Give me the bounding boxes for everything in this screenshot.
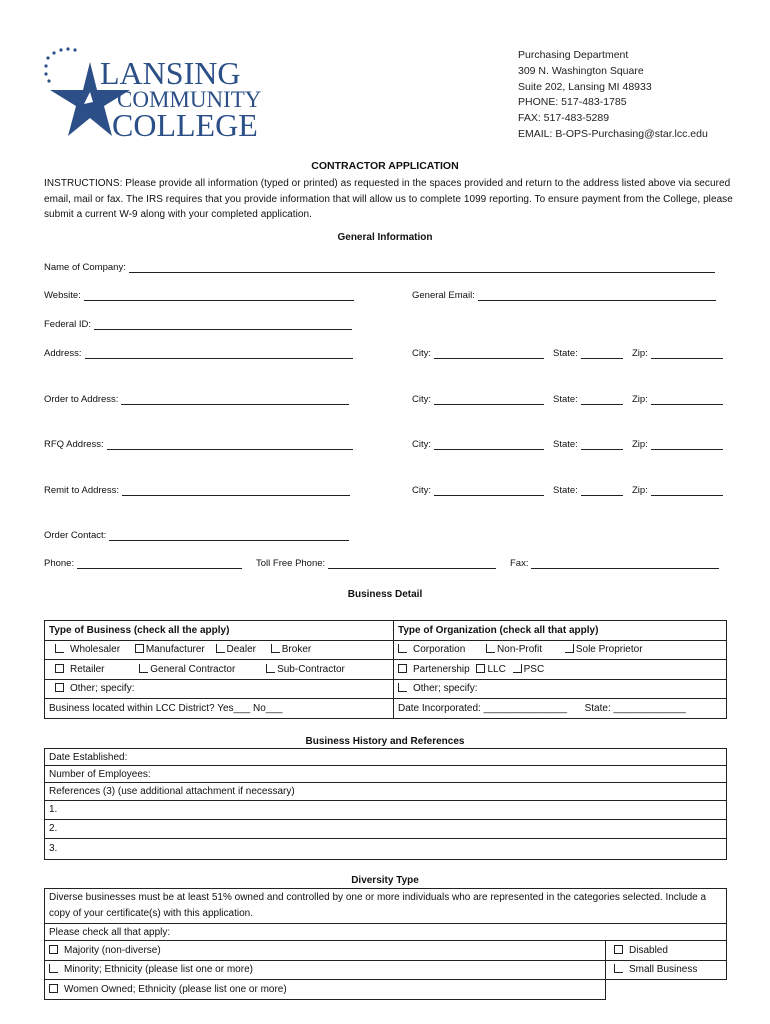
order-state-field[interactable] (553, 394, 623, 405)
partnership-label: Partenership (413, 663, 470, 675)
business-other-label: Other; specify: (70, 683, 135, 695)
business-heading: Business Detail (347, 589, 423, 600)
rfq-state-field[interactable] (553, 439, 623, 450)
non-profit-label: Non-Profit (497, 644, 543, 656)
state-label: State: (553, 348, 578, 359)
logo-line2: COMMUNITY (117, 87, 262, 112)
org-types-row1 (394, 640, 727, 660)
type-of-org-header: Type of Organization (check all that apply) (394, 621, 727, 641)
incorporated-state-field[interactable]: State: _____________ (584, 702, 686, 714)
page-title: CONTRACTOR APPLICATION (311, 160, 459, 172)
date-incorporated-row (394, 699, 727, 719)
employees-field[interactable]: Number of Employees: (45, 766, 727, 783)
disabled-label: Disabled (629, 944, 668, 956)
psc-checkbox[interactable] (513, 664, 522, 673)
diversity-note: Diverse businesses must be at least 51% owned and controlled by one or more individuals who are represented in the categories selected. Include a copy of your certificate(s) with this application. (45, 889, 727, 924)
address-zip-field[interactable] (632, 348, 723, 359)
org-other-label: Other; specify: (413, 683, 478, 695)
women-owned-label: Women Owned; Ethnicity (please list one or more) (64, 983, 287, 995)
federal-id-label: Federal ID: (44, 319, 91, 330)
wholesaler-checkbox[interactable] (55, 644, 64, 653)
rfq-address-field[interactable] (44, 439, 353, 450)
dealer-label: Dealer (226, 644, 256, 656)
disabled-row (606, 941, 727, 961)
website-field[interactable] (44, 290, 354, 301)
order-contact-field[interactable] (44, 530, 349, 541)
empty-cell (606, 980, 727, 1000)
purchasing-address (518, 48, 708, 143)
business-types-row2 (45, 660, 394, 680)
remit-city-field[interactable] (412, 485, 544, 496)
small-business-checkbox[interactable] (614, 964, 623, 973)
state-label: State: (553, 485, 578, 496)
org-types-row2 (394, 660, 727, 680)
broker-label: Broker (281, 644, 312, 656)
state-label: State: (553, 439, 578, 450)
email: EMAIL: B-OPS-Purchasing@star.lcc.edu (518, 127, 708, 140)
date-incorporated-field[interactable]: Date Incorporated: _______________ (398, 702, 568, 714)
retailer-label: Retailer (70, 663, 105, 675)
llc-label: LLC (487, 663, 506, 675)
women-owned-checkbox[interactable] (49, 984, 58, 993)
zip-label: Zip: (632, 439, 648, 450)
toll-free-label: Toll Free Phone: (256, 558, 326, 569)
toll-free-field[interactable] (256, 558, 496, 569)
llc-checkbox[interactable] (476, 664, 485, 673)
city-label: City: (412, 485, 431, 496)
history-heading: Business History and References (305, 736, 465, 747)
general-email-field[interactable] (412, 290, 716, 301)
business-detail-table (44, 620, 727, 719)
minority-label: Minority; Ethnicity (please list one or more) (64, 964, 253, 976)
zip-label: Zip: (632, 394, 648, 405)
sole-proprietor-checkbox[interactable] (565, 644, 574, 653)
majority-label: Majority (non-diverse) (64, 944, 161, 956)
rfq-zip-field[interactable] (632, 439, 723, 450)
org-other-row (394, 679, 727, 699)
city-label: City: (412, 439, 431, 450)
address-state-field[interactable] (553, 348, 623, 359)
reference-3-field[interactable]: 3. (45, 838, 727, 859)
order-zip-field[interactable] (632, 394, 723, 405)
remit-state-field[interactable] (553, 485, 623, 496)
address-city-field[interactable] (412, 348, 544, 359)
manufacturer-checkbox[interactable] (135, 644, 144, 653)
women-owned-row (45, 980, 606, 1000)
minority-row (45, 960, 606, 980)
sub-contractor-label: Sub-Contractor (277, 663, 345, 675)
logo-line1: LANSING (100, 55, 241, 91)
remit-address-field[interactable] (44, 485, 350, 496)
phone-label: Phone: (44, 558, 75, 569)
city-label: City: (412, 394, 431, 405)
phone: PHONE: 517-483-1785 (518, 96, 627, 109)
business-types-row1 (45, 640, 394, 660)
references-label: References (3) (use additional attachment if necessary) (45, 783, 727, 800)
order-contact-label: Order Contact: (44, 530, 107, 541)
business-other-row (45, 679, 394, 699)
company-label: Name of Company: (44, 262, 126, 273)
website-label: Website: (44, 290, 81, 301)
fax-label: Fax: (510, 558, 529, 569)
majority-checkbox[interactable] (49, 945, 58, 954)
address-field[interactable] (44, 348, 353, 359)
org-other-checkbox[interactable] (398, 683, 407, 692)
lcc-star-logo-icon (40, 44, 290, 144)
small-business-label: Small Business (629, 964, 698, 976)
manufacturer-label: Manufacturer (145, 644, 205, 656)
reference-2-field[interactable]: 2. (45, 819, 727, 838)
remit-address-label: Remit to Address: (44, 485, 119, 496)
corporation-checkbox[interactable] (398, 644, 407, 653)
non-profit-checkbox[interactable] (486, 644, 495, 653)
fax-field[interactable] (510, 558, 719, 569)
lcc-logo (40, 44, 290, 144)
diversity-heading: Diversity Type (351, 875, 419, 886)
order-address-field[interactable] (44, 394, 349, 405)
logo-line3: COLLEGE (112, 107, 258, 143)
reference-1-field[interactable]: 1. (45, 800, 727, 819)
rfq-city-field[interactable] (412, 439, 544, 450)
remit-zip-field[interactable] (632, 485, 723, 496)
zip-label: Zip: (632, 348, 648, 359)
lcc-district-question[interactable]: Business located within LCC District? Yes___ No___ (45, 699, 394, 719)
order-city-field[interactable] (412, 394, 544, 405)
general-heading: General Information (337, 232, 433, 243)
small-business-row (606, 960, 727, 980)
majority-row (45, 941, 606, 961)
state-label: State: (553, 394, 578, 405)
order-address-label: Order to Address: (44, 394, 119, 405)
corporation-label: Corporation (413, 644, 466, 656)
disabled-checkbox[interactable] (614, 945, 623, 954)
fax: FAX: 517-483-5289 (518, 112, 610, 125)
type-of-business-header: Type of Business (check all the apply) (45, 621, 394, 641)
wholesaler-label: Wholesaler (70, 644, 121, 656)
city-label: City: (412, 348, 431, 359)
suite: Suite 202, Lansing MI 48933 (518, 80, 652, 93)
date-established-field[interactable]: Date Established: (45, 749, 727, 766)
dept-name: Purchasing Department (518, 49, 629, 61)
sub-contractor-checkbox[interactable] (266, 664, 275, 673)
broker-checkbox[interactable] (271, 644, 280, 653)
instructions: INSTRUCTIONS: Please provide all information (typed or printed) as requested in the spaces provided and return to the address listed above via secured email, mail or fax. The IRS requires that you provide information that will allow us to complete 1099 reporting. To ensure payment from the College, please submit a current W-9 along with your completed application. (44, 178, 733, 220)
history-table (44, 748, 727, 860)
sole-proprietor-label: Sole Proprietor (575, 644, 643, 656)
diversity-table (44, 888, 727, 1000)
business-other-checkbox[interactable] (55, 683, 64, 692)
dealer-checkbox[interactable] (216, 644, 225, 653)
address-label: Address: (44, 348, 82, 359)
minority-checkbox[interactable] (49, 964, 58, 973)
general-email-label: General Email: (412, 290, 475, 301)
phone-field[interactable] (44, 558, 242, 569)
retailer-checkbox[interactable] (55, 664, 64, 673)
general-contractor-checkbox[interactable] (139, 664, 148, 673)
general-contractor-label: General Contractor (150, 663, 236, 675)
zip-label: Zip: (632, 485, 648, 496)
psc-label: PSC (523, 663, 545, 675)
partnership-checkbox[interactable] (398, 664, 407, 673)
street: 309 N. Washington Square (518, 64, 644, 77)
company-field[interactable] (44, 262, 715, 273)
please-check-label: Please check all that apply: (45, 924, 727, 941)
rfq-address-label: RFQ Address: (44, 439, 104, 450)
federal-id-field[interactable] (44, 319, 352, 330)
